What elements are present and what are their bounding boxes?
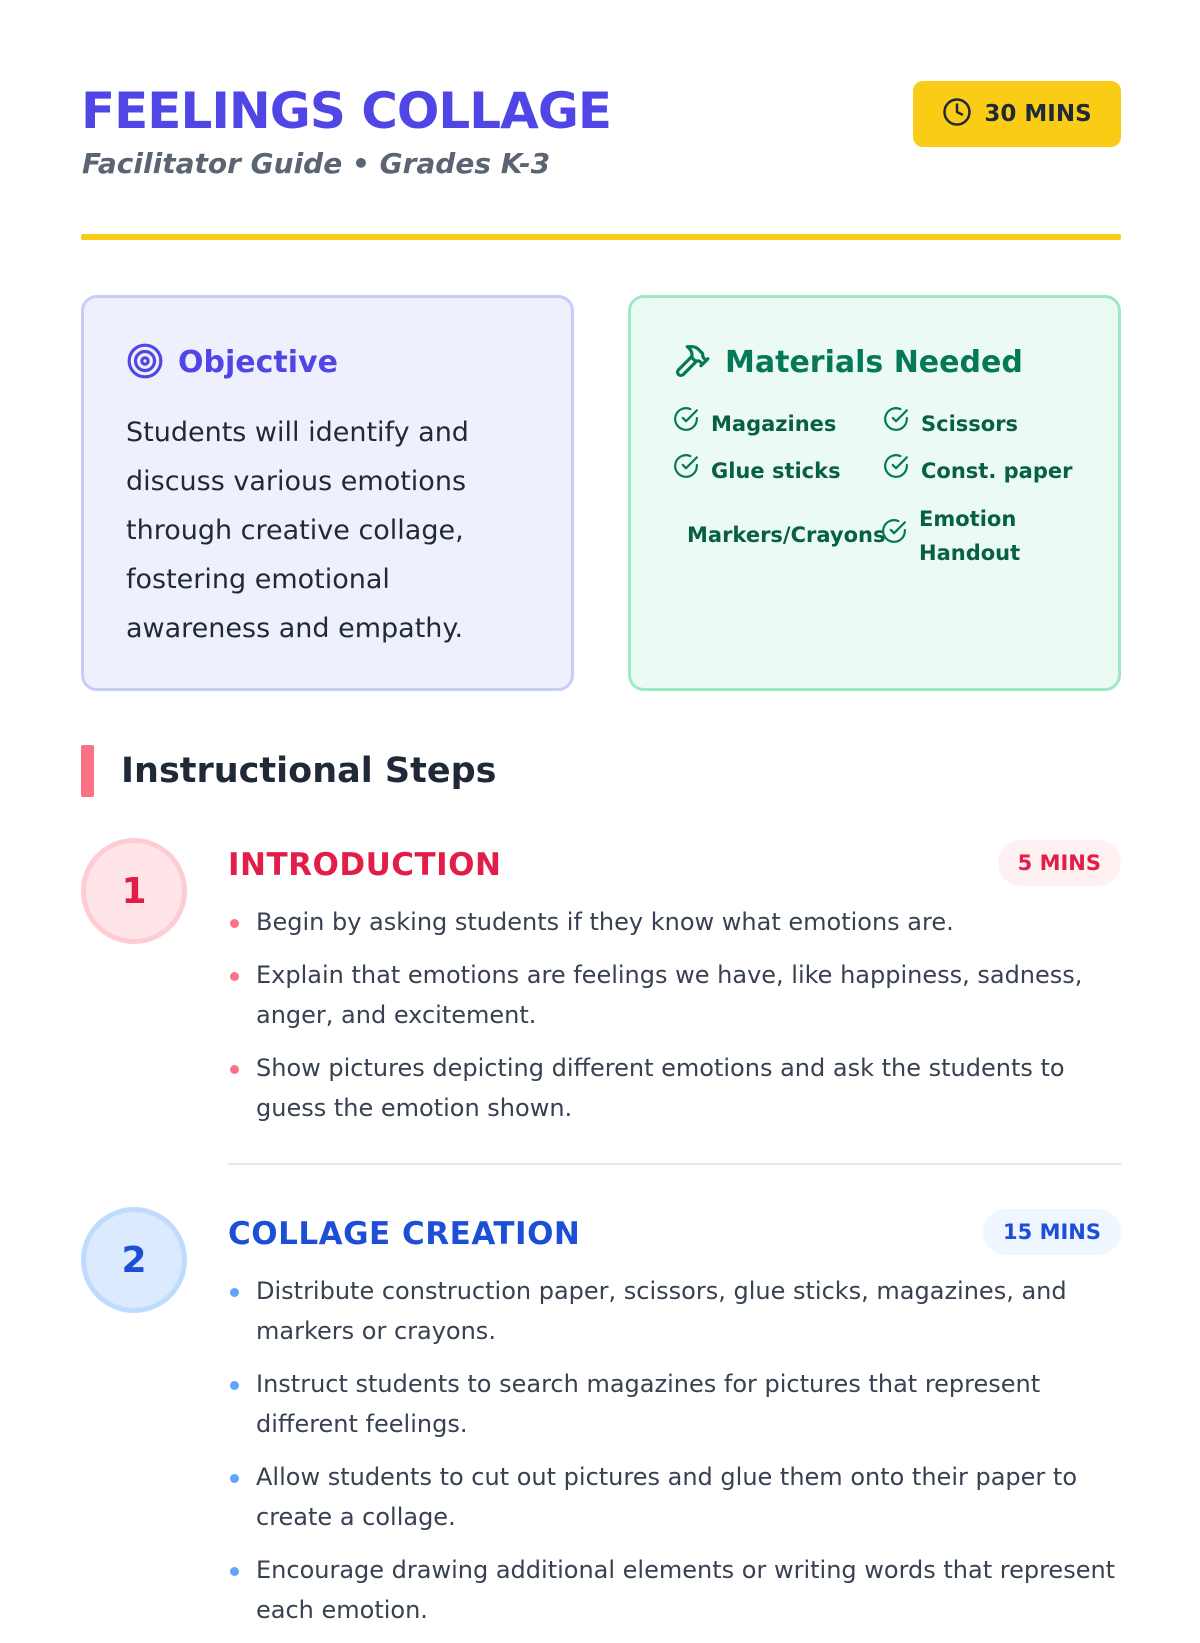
- guide-header: [81, 78, 1121, 208]
- list-item: [228, 1550, 1121, 1630]
- header-divider: [81, 234, 1121, 240]
- clock-icon: [942, 97, 972, 131]
- step-number: 2: [81, 1207, 187, 1313]
- step-title: COLLAGE CREATION: [228, 1216, 581, 1252]
- bullet-text: Show pictures depicting different emotions and ask the students to guess the emotion shown.: [256, 1054, 1065, 1122]
- total-duration-label: 30 MINS: [984, 101, 1092, 127]
- material-label: Emotion Handout: [919, 507, 1021, 565]
- list-item: [228, 955, 1121, 1035]
- materials-heading: Materials Needed: [725, 345, 1023, 380]
- material-item: [883, 453, 1072, 489]
- material-label: Markers/Crayons: [687, 523, 886, 547]
- bullet-text: Distribute construction paper, scissors, glue sticks, magazines, and markers or crayons.: [256, 1277, 1067, 1345]
- bullet-dot-icon: [230, 972, 239, 981]
- bullet-dot-icon: [230, 1065, 239, 1074]
- step-divider: [228, 1163, 1121, 1165]
- materials-card: [628, 295, 1121, 691]
- total-duration-badge: [913, 81, 1121, 147]
- step-number: 1: [81, 838, 187, 944]
- hammer-icon: [673, 342, 711, 384]
- objective-heading: Objective: [178, 345, 338, 380]
- material-label: Const. paper: [921, 459, 1073, 483]
- objective-text: Students will identify and discuss various emotions through creative collage, fostering emotional awareness and empathy.: [126, 417, 469, 644]
- target-icon: [126, 342, 164, 384]
- section-title: Instructional Steps: [121, 751, 497, 791]
- list-item: [228, 1048, 1121, 1128]
- objective-header: [126, 342, 338, 384]
- page-title: FEELINGS COLLAGE: [81, 82, 612, 140]
- material-label: Magazines: [711, 412, 837, 436]
- check-circle-icon: [883, 453, 909, 489]
- list-item: [228, 902, 1121, 942]
- materials-header: [673, 342, 1023, 384]
- material-item: [687, 518, 885, 552]
- list-item: [228, 1364, 1121, 1444]
- section-accent-bar: [81, 745, 94, 797]
- material-item: [673, 453, 841, 489]
- bullet-text: Explain that emotions are feelings we have, like happiness, sadness, anger, and excitement.: [256, 961, 1083, 1029]
- step-duration-badge: 5 MINS: [998, 840, 1121, 886]
- material-item: [883, 406, 1018, 442]
- bullet-text: Allow students to cut out pictures and glue them onto their paper to create a collage.: [256, 1463, 1078, 1531]
- bullet-text: Instruct students to search magazines for pictures that represent different feelings.: [256, 1370, 1041, 1438]
- step-bullet-list: [228, 902, 1121, 1141]
- page-subtitle: Facilitator Guide • Grades K-3: [82, 147, 551, 180]
- bullet-text: Begin by asking students if they know what emotions are.: [256, 908, 954, 936]
- check-circle-icon: [881, 518, 907, 554]
- check-circle-icon: [673, 453, 699, 489]
- objective-card: [81, 295, 574, 691]
- check-circle-icon: [673, 406, 699, 442]
- material-item: [673, 406, 836, 442]
- list-item: [228, 1457, 1121, 1537]
- step-title: INTRODUCTION: [228, 847, 502, 883]
- material-item: [881, 502, 1029, 570]
- step-duration-badge: 15 MINS: [983, 1209, 1121, 1255]
- bullet-dot-icon: [230, 1381, 239, 1390]
- material-label: Scissors: [921, 412, 1019, 436]
- list-item: [228, 1271, 1121, 1351]
- bullet-dot-icon: [230, 919, 239, 928]
- bullet-text: Encourage drawing additional elements or writing words that represent each emotion.: [256, 1556, 1116, 1624]
- bullet-dot-icon: [230, 1474, 239, 1483]
- material-label: Glue sticks: [711, 459, 841, 483]
- bullet-dot-icon: [230, 1567, 239, 1576]
- check-circle-icon: [883, 406, 909, 442]
- step-bullet-list: [228, 1271, 1121, 1643]
- bullet-dot-icon: [230, 1288, 239, 1297]
